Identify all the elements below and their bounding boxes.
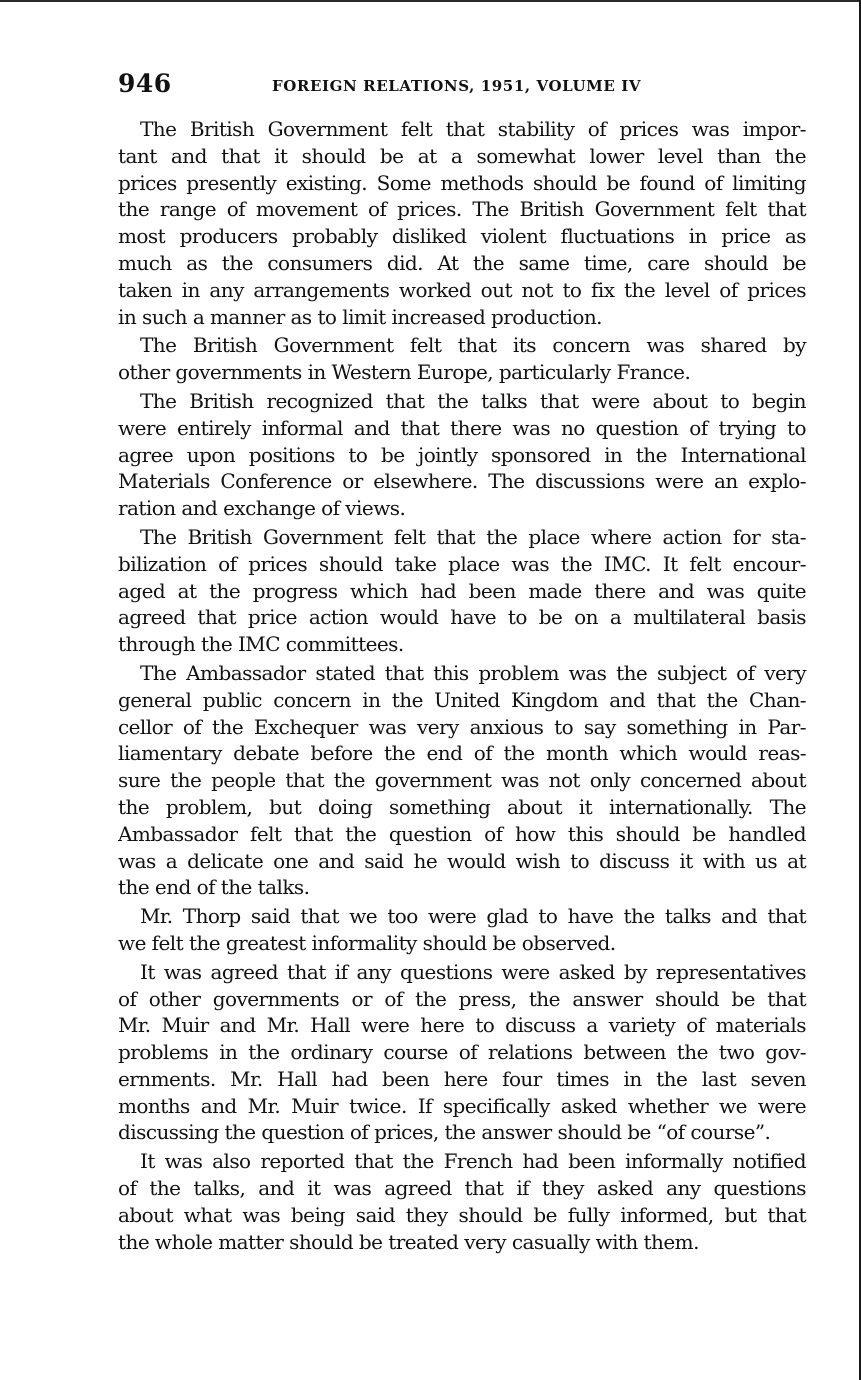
- text-line: It was also reported that the French had been informally notified: [140, 1149, 806, 1174]
- text-line: problems in the ordinary course of relations between the two gov-: [118, 1040, 806, 1065]
- text-line: Mr. Thorp said that we too were glad to have the talks and that: [140, 904, 806, 929]
- paragraph: [118, 524, 806, 658]
- text-line: It was agreed that if any questions were asked by representatives: [140, 959, 806, 984]
- text-line: in such a manner as to limit increased production.: [118, 304, 602, 329]
- text-line: through the IMC committees.: [118, 632, 404, 657]
- text-line: prices presently existing. Some methods should be found of limiting: [118, 170, 806, 195]
- text-line: the whole matter should be treated very casually with them.: [118, 1229, 699, 1254]
- text-line: tant and that it should be at a somewhat lower level than the: [118, 143, 806, 168]
- text-line: months and Mr. Muir twice. If specifically asked whether we were: [118, 1093, 806, 1118]
- text-line: The British Government felt that the place where action for sta-: [140, 524, 806, 549]
- text-line: general public concern in the United Kingdom and that the Chan-: [118, 687, 806, 712]
- text-line: ration and exchange of views.: [118, 496, 406, 521]
- paragraph: [118, 332, 806, 386]
- text-line: the range of movement of prices. The British Government felt that: [118, 197, 806, 222]
- scan-top-edge: [0, 0, 861, 2]
- text-line: the problem, but doing something about it internationally. The: [118, 794, 806, 819]
- text-line: cellor of the Exchequer was very anxious to say something in Par-: [118, 714, 806, 739]
- paragraph: [118, 388, 806, 522]
- text-line: The British recognized that the talks that were about to begin: [140, 388, 806, 413]
- paragraph: [118, 116, 806, 330]
- text-line: other governments in Western Europe, particularly France.: [118, 360, 691, 385]
- text-line: The British Government felt that stability of prices was impor-: [140, 117, 806, 141]
- text-line: liamentary debate before the end of the month which would reas-: [118, 741, 806, 766]
- paragraph: [118, 660, 806, 901]
- text-line: was a delicate one and said he would wish to discuss it with us at: [118, 848, 806, 873]
- text-line: Ambassador felt that the question of how this should be handled: [118, 821, 806, 846]
- text-line: most producers probably disliked violent fluctuations in price as: [118, 224, 806, 249]
- page-number: 946: [118, 69, 172, 98]
- text-line: of the talks, and it was agreed that if they asked any questions: [118, 1176, 806, 1201]
- text-line: about what was being said they should be fully informed, but that: [118, 1202, 806, 1227]
- page-header: [118, 66, 808, 102]
- text-line: The Ambassador stated that this problem was the subject of very: [140, 660, 806, 685]
- text-line: Materials Conference or elsewhere. The discussions were an explo-: [118, 469, 806, 494]
- text-line: ernments. Mr. Hall had been here four times in the last seven: [118, 1066, 806, 1091]
- running-head: FOREIGN RELATIONS, 1951, VOLUME IV: [272, 77, 642, 95]
- text-line: The British Government felt that its concern was shared by: [140, 333, 806, 358]
- paragraph: [118, 959, 806, 1147]
- text-line: taken in any arrangements worked out not to fix the level of prices: [118, 277, 806, 302]
- paragraph: [118, 1148, 806, 1255]
- text-line: aged at the progress which had been made there and was quite: [118, 578, 806, 603]
- text-line: of other governments or of the press, the answer should be that: [118, 986, 806, 1011]
- text-line: discussing the question of prices, the answer should be “of course”.: [118, 1120, 771, 1145]
- body-text: [118, 116, 806, 1257]
- text-line: agree upon positions to be jointly sponsored in the International: [118, 442, 806, 467]
- text-line: Mr. Muir and Mr. Hall were here to discuss a variety of materials: [118, 1013, 806, 1038]
- text-line: much as the consumers did. At the same time, care should be: [118, 250, 806, 275]
- text-line: were entirely informal and that there was no question of trying to: [118, 415, 806, 440]
- text-line: bilization of prices should take place was the IMC. It felt encour-: [118, 551, 806, 576]
- paragraph: [118, 903, 806, 957]
- text-line: sure the people that the government was not only concerned about: [118, 768, 806, 793]
- text-line: agreed that price action would have to be on a multilateral basis: [118, 605, 806, 630]
- text-line: we felt the greatest informality should be observed.: [118, 930, 616, 955]
- text-line: the end of the talks.: [118, 875, 310, 900]
